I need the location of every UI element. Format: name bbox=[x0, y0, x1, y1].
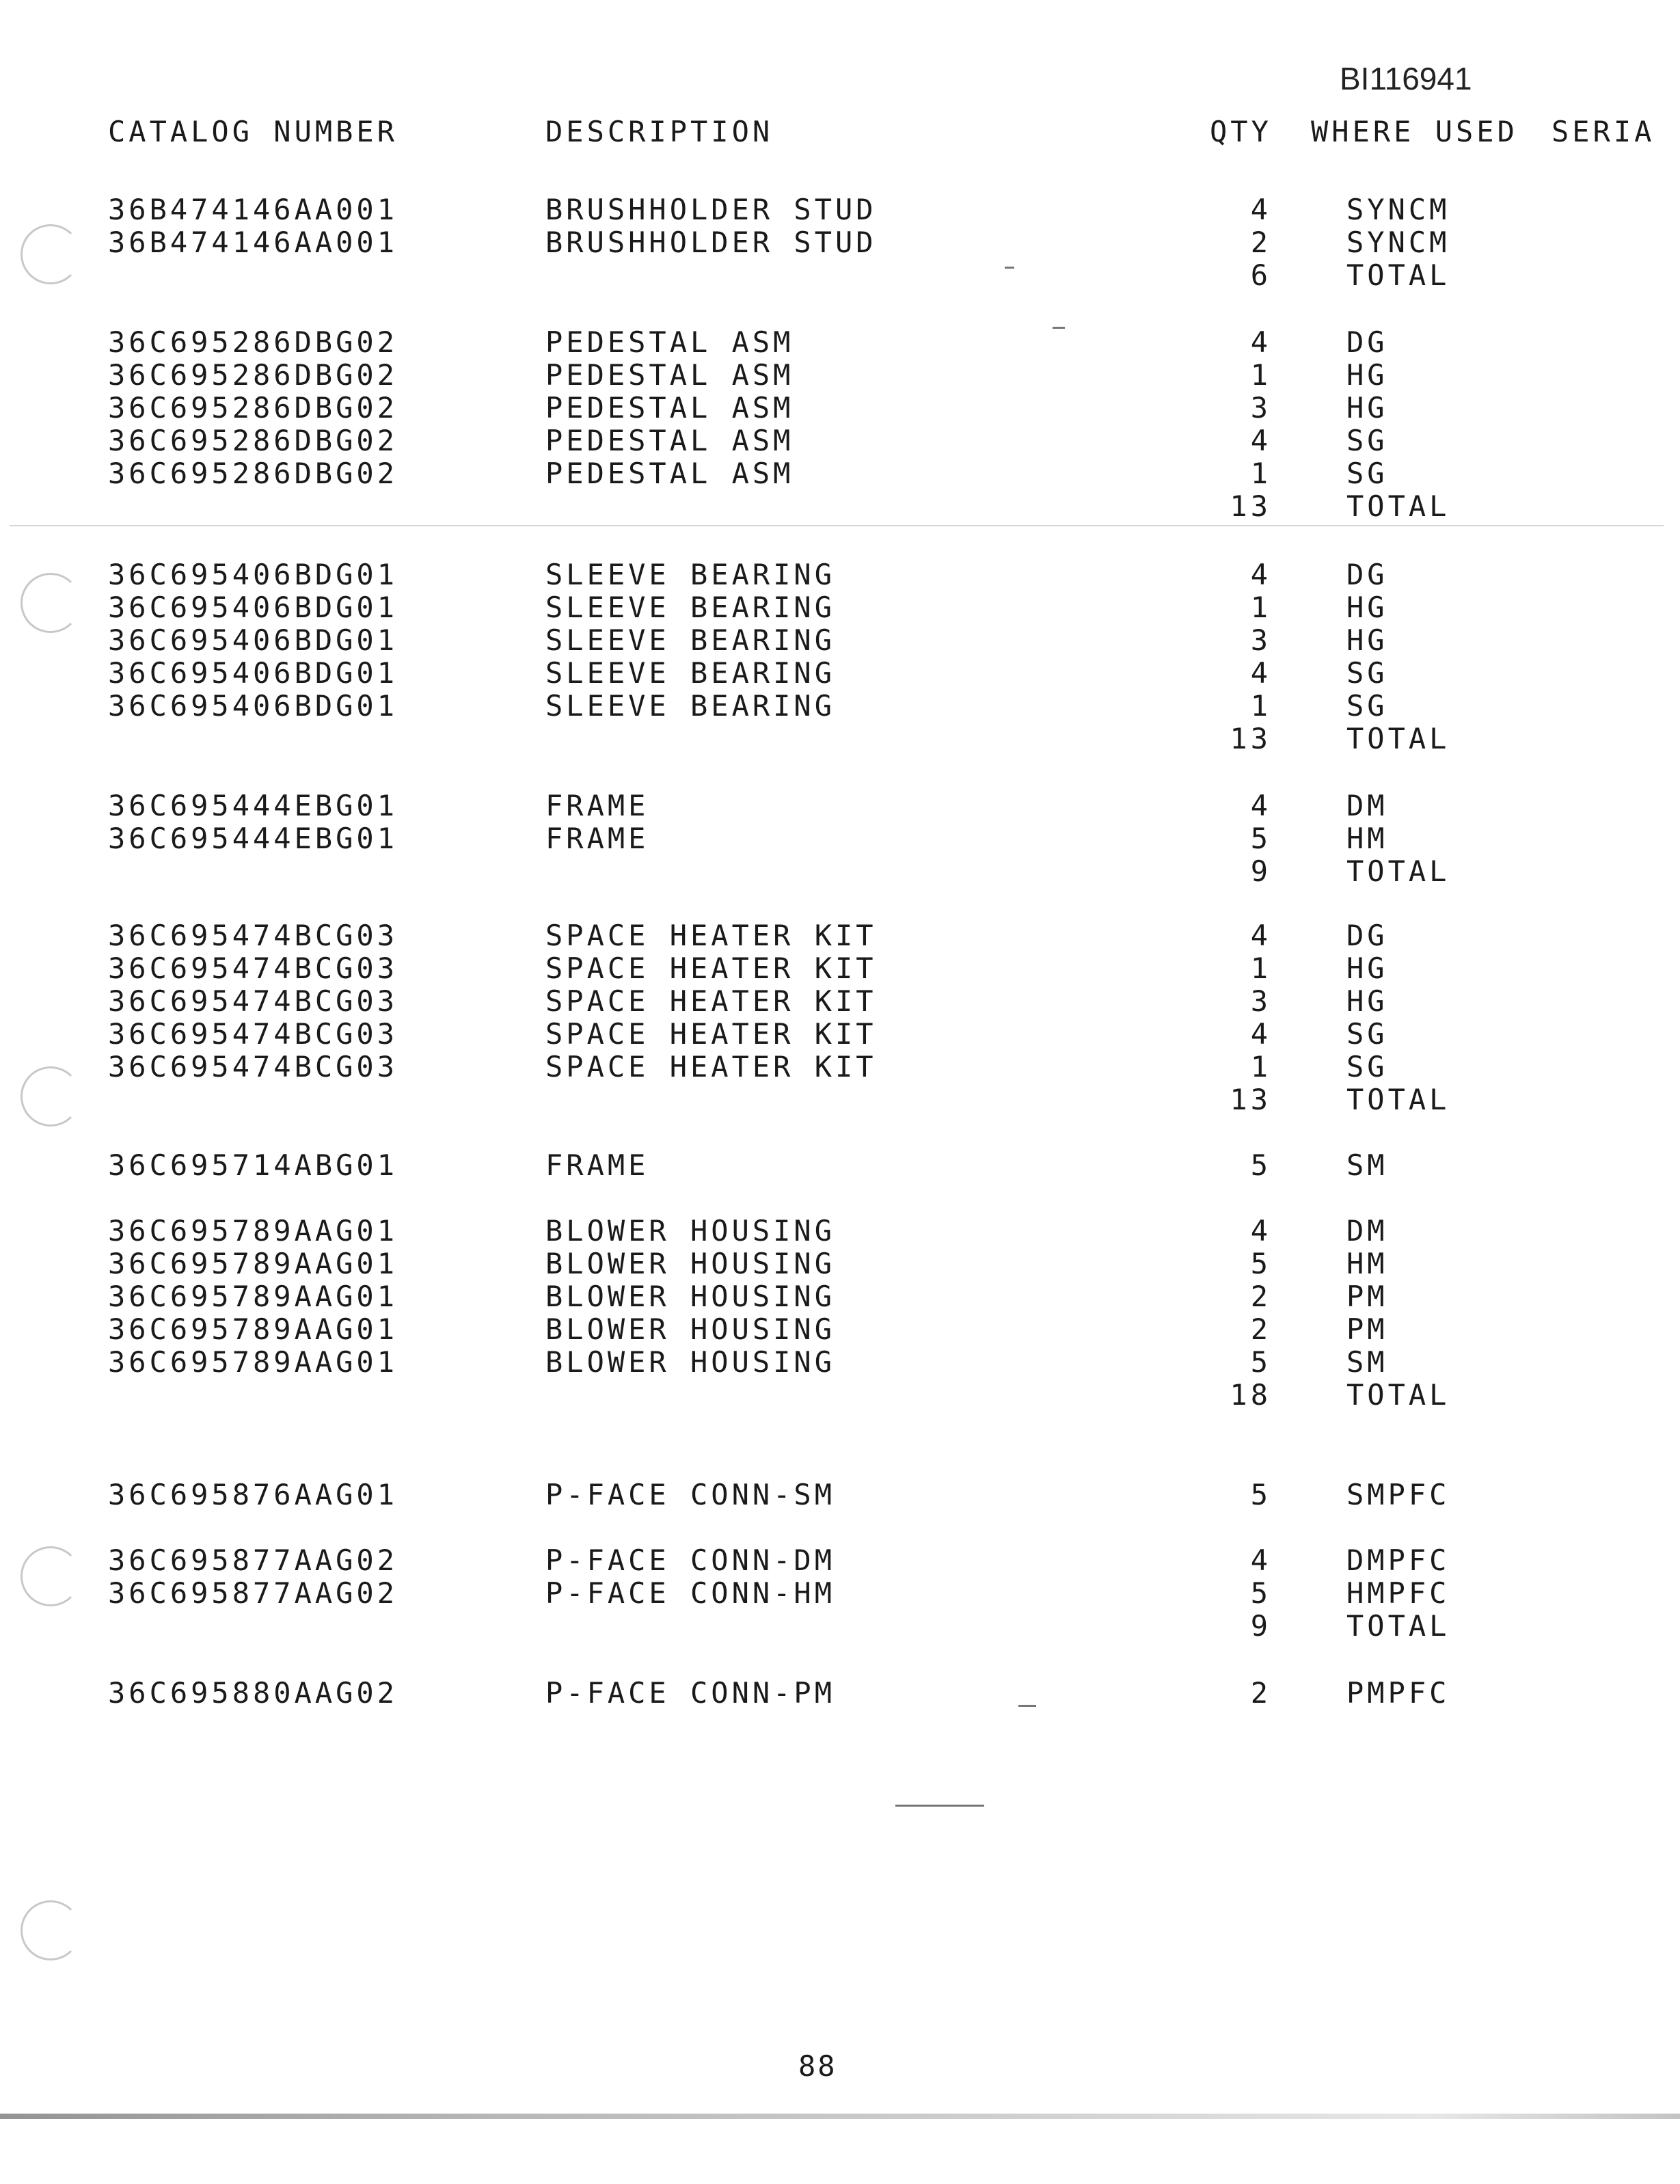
catalog-number-cell: 36C695877AAG02 bbox=[108, 1576, 398, 1610]
qty-cell: 5 bbox=[1250, 822, 1271, 855]
qty-cell: 5 bbox=[1250, 1345, 1271, 1379]
qty-cell: 1 bbox=[1250, 689, 1271, 723]
section-divider bbox=[10, 525, 1664, 526]
catalog-number-cell: 36C695474BCG03 bbox=[108, 919, 398, 952]
description-cell: FRAME bbox=[545, 789, 649, 822]
header-where-used: WHERE USED bbox=[1311, 115, 1518, 148]
qty-cell: 5 bbox=[1250, 1148, 1271, 1182]
description-cell: SLEEVE BEARING bbox=[545, 591, 836, 624]
qty-cell: 4 bbox=[1250, 1017, 1271, 1051]
description-cell: SLEEVE BEARING bbox=[545, 656, 836, 690]
catalog-number-cell: 36C695876AAG01 bbox=[108, 1478, 398, 1511]
qty-cell: 4 bbox=[1250, 325, 1271, 359]
description-cell: P-FACE CONN-DM bbox=[545, 1543, 836, 1577]
qty-cell: 4 bbox=[1250, 919, 1271, 952]
description-cell: SPACE HEATER KIT bbox=[545, 919, 877, 952]
catalog-number-cell: 36C695474BCG03 bbox=[108, 984, 398, 1018]
description-cell: PEDESTAL ASM bbox=[545, 391, 794, 424]
where-used-cell: SMPFC bbox=[1346, 1478, 1450, 1511]
description-cell: BRUSHHOLDER STUD bbox=[545, 226, 877, 259]
catalog-number-cell: 36C695789AAG01 bbox=[108, 1312, 398, 1346]
where-used-cell: DMPFC bbox=[1346, 1543, 1450, 1577]
description-cell: SPACE HEATER KIT bbox=[545, 1017, 877, 1051]
punch-hole bbox=[21, 1546, 81, 1606]
catalog-number-cell: 36C695406BDG01 bbox=[108, 623, 398, 657]
qty-cell: 1 bbox=[1250, 591, 1271, 624]
description-cell: PEDESTAL ASM bbox=[545, 325, 794, 359]
description-cell: FRAME bbox=[545, 1148, 649, 1182]
qty-cell: 2 bbox=[1250, 1676, 1271, 1710]
where-used-cell: DM bbox=[1346, 789, 1388, 822]
catalog-number-cell: 36C695877AAG02 bbox=[108, 1543, 398, 1577]
document-id: BI116941 bbox=[1340, 61, 1472, 96]
catalog-number-cell: 36C695789AAG01 bbox=[108, 1214, 398, 1248]
total-row bbox=[0, 1083, 1680, 1121]
description-cell: BLOWER HOUSING bbox=[545, 1312, 836, 1346]
description-cell: SPACE HEATER KIT bbox=[545, 952, 877, 985]
catalog-number-cell: 36C695714ABG01 bbox=[108, 1148, 398, 1182]
qty-cell: 4 bbox=[1250, 789, 1271, 822]
total-row bbox=[0, 1609, 1680, 1647]
description-cell: P-FACE CONN-SM bbox=[545, 1478, 836, 1511]
where-used-cell: TOTAL bbox=[1346, 258, 1450, 292]
qty-cell: 2 bbox=[1250, 226, 1271, 259]
where-used-cell: TOTAL bbox=[1346, 1378, 1450, 1412]
qty-cell: 1 bbox=[1250, 457, 1271, 490]
scan-speck bbox=[895, 1805, 984, 1807]
qty-cell: 3 bbox=[1250, 391, 1271, 424]
qty-cell: 4 bbox=[1250, 1214, 1271, 1248]
qty-cell: 1 bbox=[1250, 1050, 1271, 1083]
catalog-number-cell: 36C695444EBG01 bbox=[108, 822, 398, 855]
where-used-cell: HM bbox=[1346, 1247, 1388, 1280]
where-used-cell: SG bbox=[1346, 1050, 1388, 1083]
catalog-number-cell: 36C695789AAG01 bbox=[108, 1247, 398, 1280]
catalog-number-cell: 36C695286DBG02 bbox=[108, 325, 398, 359]
total-row bbox=[0, 1378, 1680, 1416]
header-catalog-number: CATALOG NUMBER bbox=[108, 115, 398, 148]
where-used-cell: SG bbox=[1346, 656, 1388, 690]
catalog-number-cell: 36C695406BDG01 bbox=[108, 591, 398, 624]
description-cell: P-FACE CONN-PM bbox=[545, 1676, 836, 1710]
qty-cell: 9 bbox=[1250, 854, 1271, 888]
where-used-cell: HG bbox=[1346, 391, 1388, 424]
catalog-number-cell: 36C695474BCG03 bbox=[108, 952, 398, 985]
header-description: DESCRIPTION bbox=[545, 115, 774, 148]
qty-cell: 13 bbox=[1230, 722, 1271, 755]
punch-hole bbox=[21, 573, 81, 633]
where-used-cell: TOTAL bbox=[1346, 1609, 1450, 1643]
where-used-cell: SG bbox=[1346, 1017, 1388, 1051]
total-row bbox=[0, 258, 1680, 297]
where-used-cell: PMPFC bbox=[1346, 1676, 1450, 1710]
where-used-cell: PM bbox=[1346, 1312, 1388, 1346]
where-used-cell: SM bbox=[1346, 1148, 1388, 1182]
catalog-number-cell: 36C695286DBG02 bbox=[108, 391, 398, 424]
scan-bottom-edge bbox=[0, 2114, 1680, 2119]
qty-cell: 5 bbox=[1250, 1247, 1271, 1280]
where-used-cell: SYNCM bbox=[1346, 193, 1450, 226]
qty-cell: 2 bbox=[1250, 1280, 1271, 1313]
catalog-number-cell: 36C695789AAG01 bbox=[108, 1280, 398, 1313]
description-cell: SLEEVE BEARING bbox=[545, 689, 836, 723]
where-used-cell: DG bbox=[1346, 325, 1388, 359]
catalog-number-cell: 36C695406BDG01 bbox=[108, 656, 398, 690]
where-used-cell: SG bbox=[1346, 424, 1388, 457]
description-cell: BLOWER HOUSING bbox=[545, 1214, 836, 1248]
qty-cell: 13 bbox=[1230, 1083, 1271, 1116]
qty-cell: 9 bbox=[1250, 1609, 1271, 1643]
where-used-cell: HMPFC bbox=[1346, 1576, 1450, 1610]
catalog-number-cell: 36C695880AAG02 bbox=[108, 1676, 398, 1710]
table-row bbox=[0, 1148, 1680, 1187]
qty-cell: 1 bbox=[1250, 952, 1271, 985]
where-used-cell: HM bbox=[1346, 822, 1388, 855]
catalog-number-cell: 36C695286DBG02 bbox=[108, 424, 398, 457]
total-row bbox=[0, 854, 1680, 893]
qty-cell: 6 bbox=[1250, 258, 1271, 292]
catalog-number-cell: 36C695286DBG02 bbox=[108, 457, 398, 490]
qty-cell: 5 bbox=[1250, 1576, 1271, 1610]
punch-hole bbox=[21, 1900, 81, 1960]
description-cell: PEDESTAL ASM bbox=[545, 424, 794, 457]
qty-cell: 4 bbox=[1250, 193, 1271, 226]
qty-cell: 4 bbox=[1250, 656, 1271, 690]
where-used-cell: TOTAL bbox=[1346, 1083, 1450, 1116]
qty-cell: 3 bbox=[1250, 984, 1271, 1018]
description-cell: SPACE HEATER KIT bbox=[545, 1050, 877, 1083]
where-used-cell: PM bbox=[1346, 1280, 1388, 1313]
description-cell: BLOWER HOUSING bbox=[545, 1345, 836, 1379]
scan-speck bbox=[1018, 1705, 1036, 1707]
where-used-cell: SG bbox=[1346, 689, 1388, 723]
catalog-number-cell: 36C695474BCG03 bbox=[108, 1017, 398, 1051]
catalog-number-cell: 36C695286DBG02 bbox=[108, 358, 398, 392]
catalog-number-cell: 36B474146AA001 bbox=[108, 226, 398, 259]
description-cell: FRAME bbox=[545, 822, 649, 855]
description-cell: BLOWER HOUSING bbox=[545, 1247, 836, 1280]
description-cell: PEDESTAL ASM bbox=[545, 358, 794, 392]
qty-cell: 4 bbox=[1250, 558, 1271, 591]
description-cell: P-FACE CONN-HM bbox=[545, 1576, 836, 1610]
page-number: 88 bbox=[798, 2049, 837, 2083]
where-used-cell: HG bbox=[1346, 952, 1388, 985]
where-used-cell: DM bbox=[1346, 1214, 1388, 1248]
where-used-cell: TOTAL bbox=[1346, 722, 1450, 755]
qty-cell: 3 bbox=[1250, 623, 1271, 657]
scan-speck bbox=[1005, 267, 1014, 269]
qty-cell: 4 bbox=[1250, 424, 1271, 457]
where-used-cell: DG bbox=[1346, 558, 1388, 591]
header-serial: SERIA bbox=[1552, 115, 1655, 148]
qty-cell: 4 bbox=[1250, 1543, 1271, 1577]
where-used-cell: HG bbox=[1346, 984, 1388, 1018]
qty-cell: 2 bbox=[1250, 1312, 1271, 1346]
qty-cell: 13 bbox=[1230, 489, 1271, 523]
punch-hole bbox=[21, 224, 81, 284]
catalog-number-cell: 36C695474BCG03 bbox=[108, 1050, 398, 1083]
total-row bbox=[0, 489, 1680, 528]
punch-hole bbox=[21, 1066, 81, 1127]
total-row bbox=[0, 722, 1680, 760]
where-used-cell: SYNCM bbox=[1346, 226, 1450, 259]
description-cell: PEDESTAL ASM bbox=[545, 457, 794, 490]
where-used-cell: HG bbox=[1346, 358, 1388, 392]
where-used-cell: SG bbox=[1346, 457, 1388, 490]
catalog-number-cell: 36C695406BDG01 bbox=[108, 558, 398, 591]
where-used-cell: TOTAL bbox=[1346, 489, 1450, 523]
column-headers bbox=[0, 115, 1680, 153]
qty-cell: 18 bbox=[1230, 1378, 1271, 1412]
catalog-number-cell: 36C695444EBG01 bbox=[108, 789, 398, 822]
where-used-cell: TOTAL bbox=[1346, 854, 1450, 888]
description-cell: SLEEVE BEARING bbox=[545, 558, 836, 591]
description-cell: BRUSHHOLDER STUD bbox=[545, 193, 877, 226]
scan-speck bbox=[1053, 327, 1065, 329]
qty-cell: 5 bbox=[1250, 1478, 1271, 1511]
catalog-number-cell: 36B474146AA001 bbox=[108, 193, 398, 226]
header-qty: QTY bbox=[1210, 115, 1272, 148]
table-row bbox=[0, 1676, 1680, 1714]
where-used-cell: SM bbox=[1346, 1345, 1388, 1379]
description-cell: SLEEVE BEARING bbox=[545, 623, 836, 657]
where-used-cell: HG bbox=[1346, 591, 1388, 624]
catalog-number-cell: 36C695406BDG01 bbox=[108, 689, 398, 723]
qty-cell: 1 bbox=[1250, 358, 1271, 392]
where-used-cell: HG bbox=[1346, 623, 1388, 657]
where-used-cell: DG bbox=[1346, 919, 1388, 952]
description-cell: BLOWER HOUSING bbox=[545, 1280, 836, 1313]
description-cell: SPACE HEATER KIT bbox=[545, 984, 877, 1018]
table-row bbox=[0, 1478, 1680, 1516]
catalog-number-cell: 36C695789AAG01 bbox=[108, 1345, 398, 1379]
